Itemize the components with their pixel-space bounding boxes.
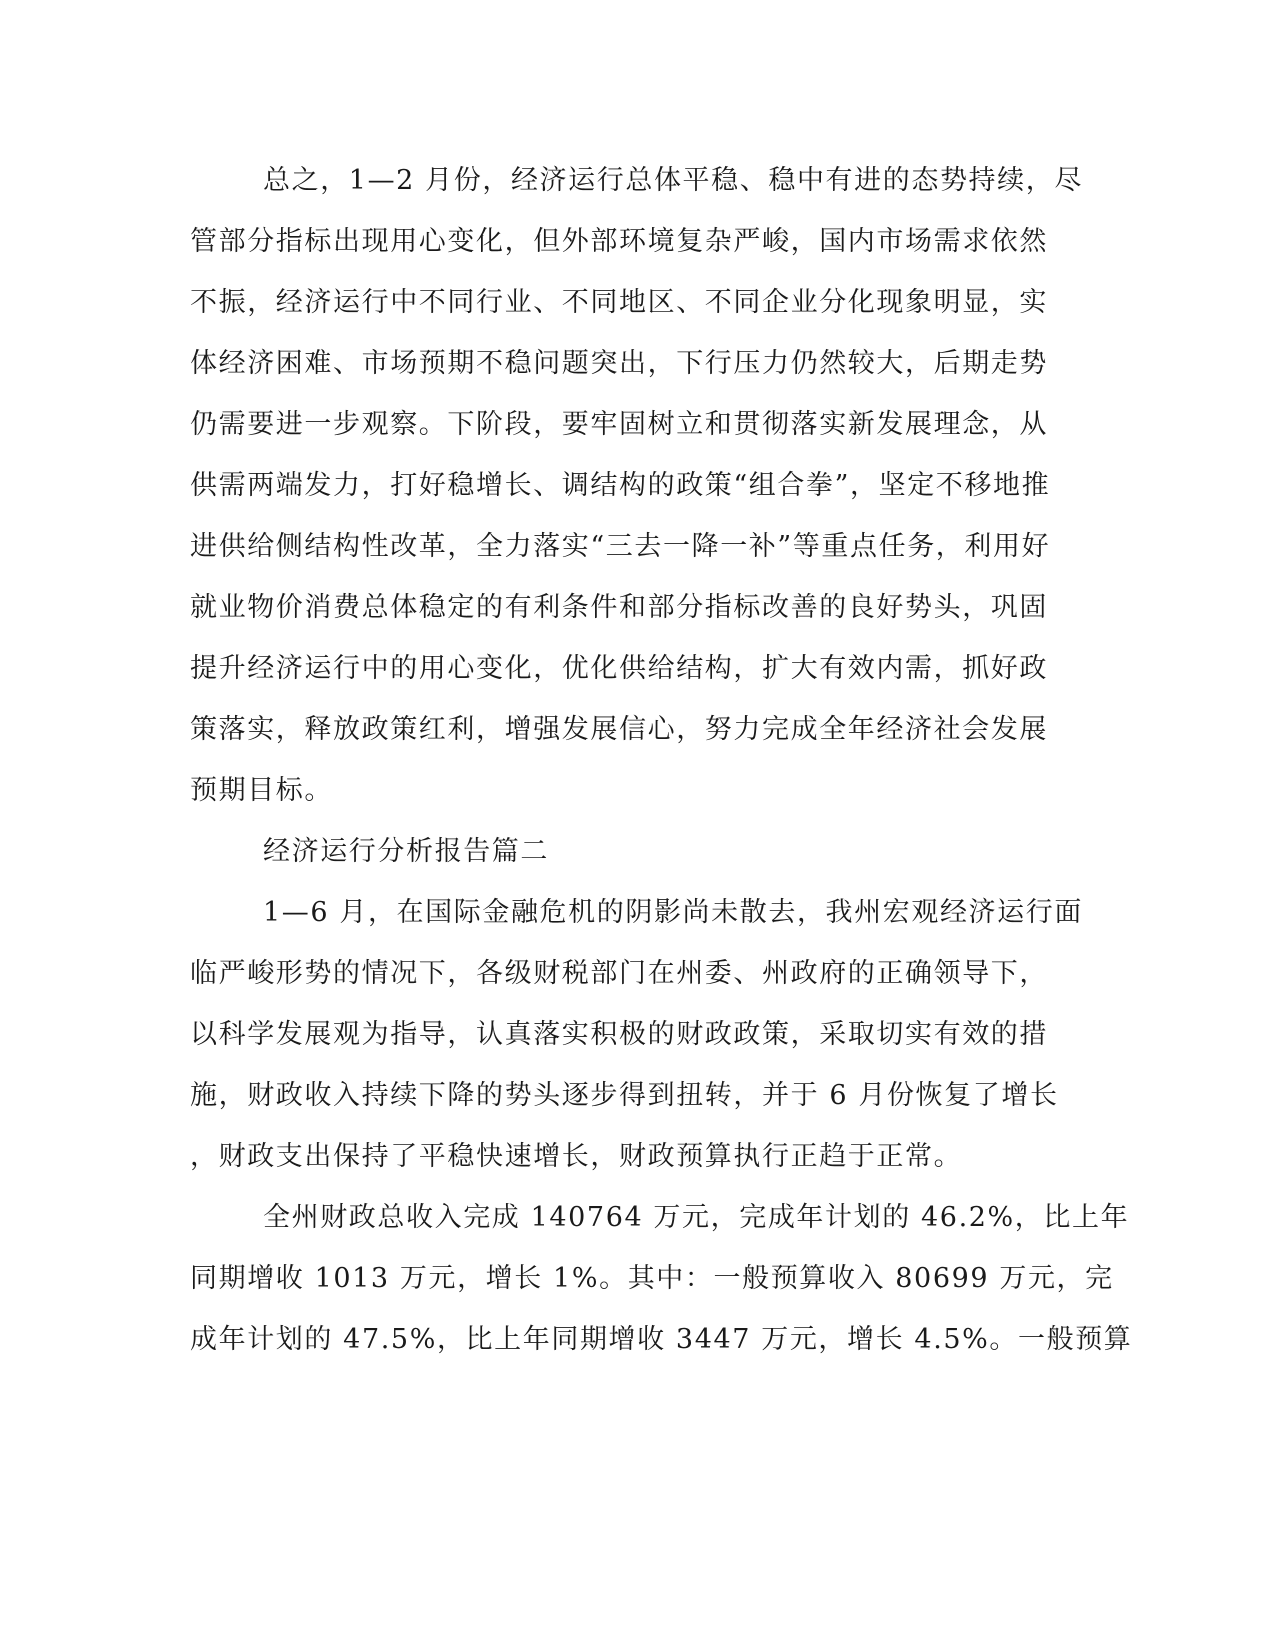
text-line: 预期目标。 [190, 775, 333, 806]
text-line: 全州财政总收入完成 140764 万元，完成年计划的 46.2%，比上年 [263, 1202, 1130, 1233]
text-line: 提升经济运行中的用心变化，优化供给结构，扩大有效内需，抓好政 [190, 653, 1048, 684]
text-line: 策落实，释放政策红利，增强发展信心，努力完成全年经济社会发展 [190, 714, 1048, 745]
text-line: 1—6 月，在国际金融危机的阴影尚未散去，我州宏观经济运行面 [263, 897, 1083, 928]
section-heading [190, 821, 1085, 882]
text-line: ，财政支出保持了平稳快速增长，财政预算执行正趋于正常。 [190, 1141, 963, 1172]
text-line: 管部分指标出现用心变化，但外部环境复杂严峻，国内市场需求依然 [190, 226, 1048, 257]
text-line: 同期增收 1013 万元，增长 1%。其中：一般预算收入 80699 万元，完 [190, 1263, 1114, 1294]
text-line: 施，财政收入持续下降的势头逐步得到扭转，并于 6 月份恢复了增长 [190, 1080, 1059, 1111]
text-line: 临严峻形势的情况下，各级财税部门在州委、州政府的正确领导下， [190, 958, 1048, 989]
text-line: 体经济困难、市场预期不稳问题突出，下行压力仍然较大，后期走势 [190, 348, 1048, 379]
text-line: 不振，经济运行中不同行业、不同地区、不同企业分化现象明显，实 [190, 287, 1048, 318]
text-line: 总之，1—2 月份，经济运行总体平稳、稳中有进的态势持续，尽 [263, 165, 1083, 196]
text-line: 进供给侧结构性改革，全力落实“三去一降一补”等重点任务，利用好 [190, 531, 1051, 562]
document-body [190, 150, 1133, 1370]
text-line: 成年计划的 47.5%，比上年同期增收 3447 万元，增长 4.5%。一般预算 [190, 1324, 1133, 1355]
text-line: 供需两端发力，打好稳增长、调结构的政策“组合拳”，坚定不移地推 [190, 470, 1051, 501]
section-heading-text: 经济运行分析报告篇二 [263, 836, 549, 867]
paragraph-summary [190, 150, 1085, 821]
paragraph-fiscal-figures [190, 1187, 1133, 1370]
text-line: 仍需要进一步观察。下阶段，要牢固树立和贯彻落实新发展理念，从 [190, 409, 1048, 440]
text-line: 以科学发展观为指导，认真落实积极的财政政策，采取切实有效的措 [190, 1019, 1048, 1050]
paragraph-fiscal-intro [190, 882, 1085, 1187]
text-line: 就业物价消费总体稳定的有利条件和部分指标改善的良好势头，巩固 [190, 592, 1048, 623]
